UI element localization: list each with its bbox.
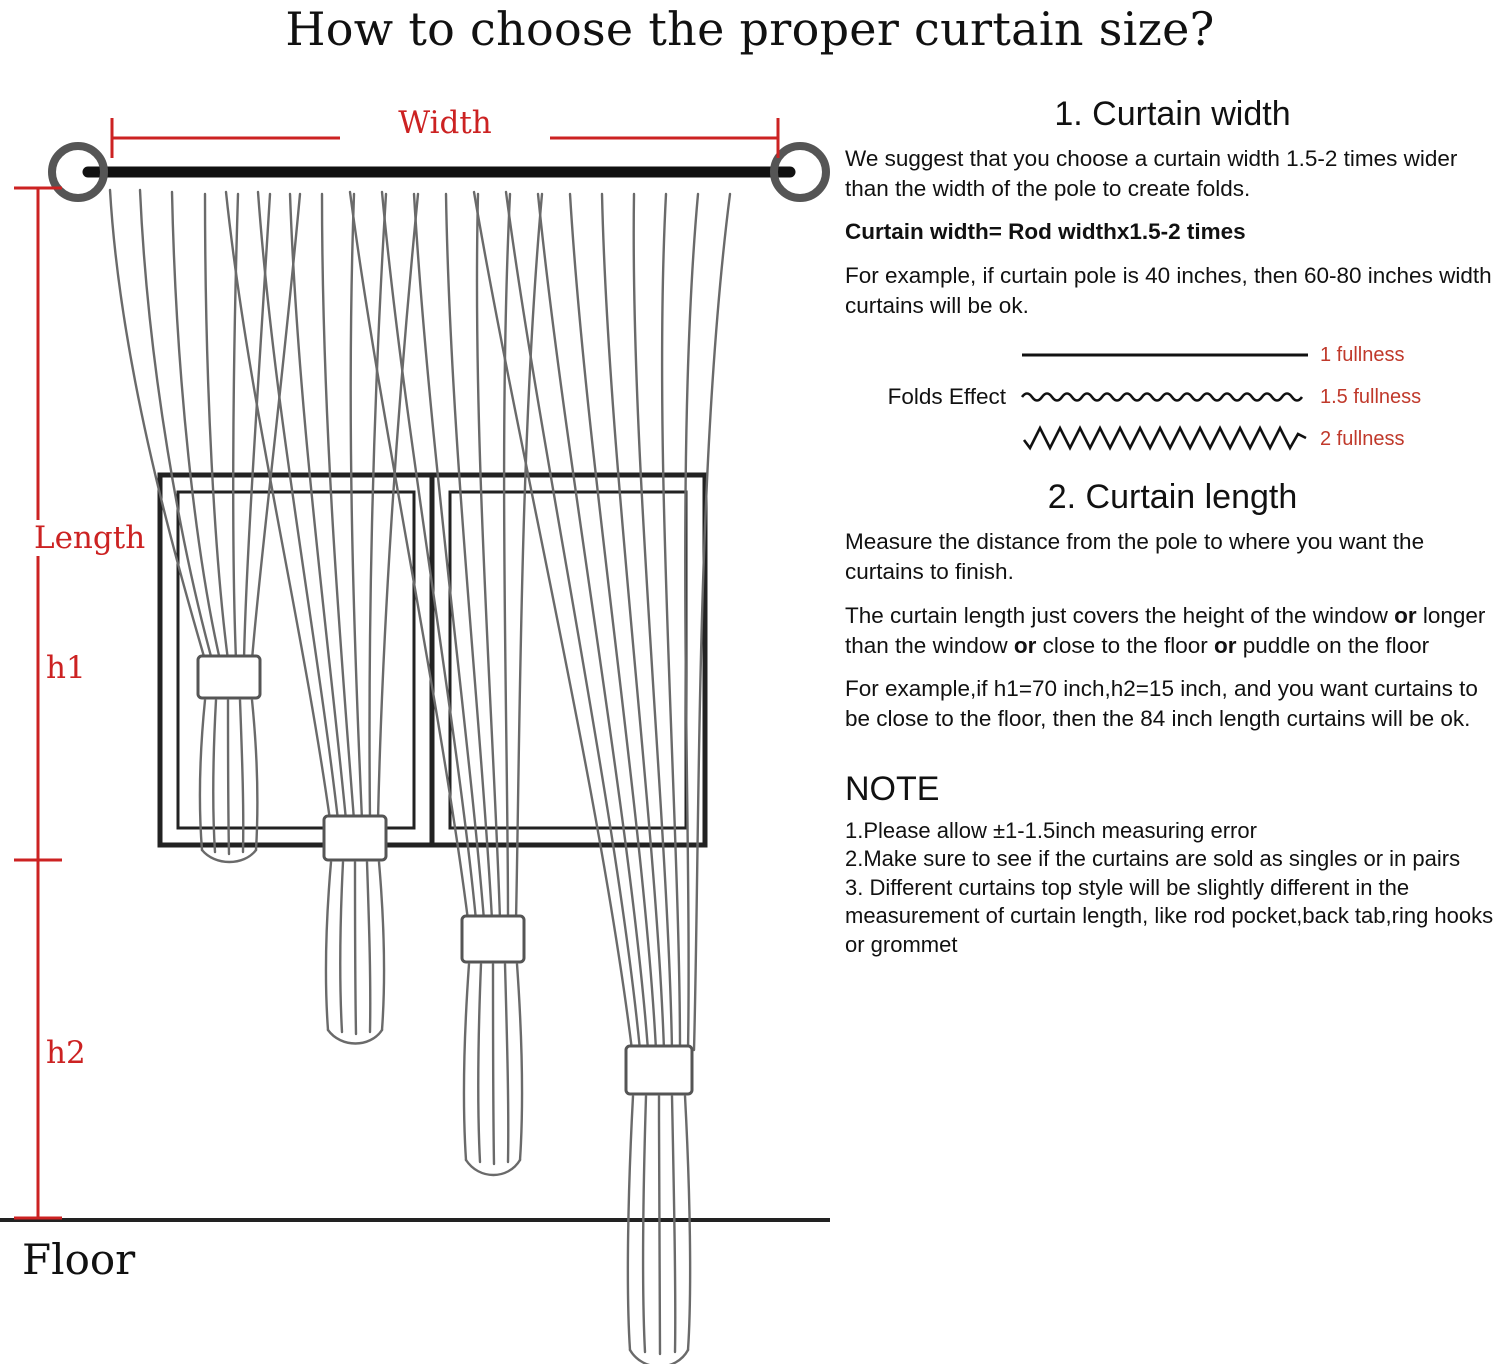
length-paragraph-1: Measure the distance from the pole to where you want the curtains to finish. bbox=[845, 529, 1425, 585]
length-p2-part-7: puddle on the floor bbox=[1236, 632, 1430, 658]
h1-label: h1 bbox=[46, 650, 86, 686]
folds-caption-3: 2 fullness bbox=[1320, 427, 1405, 450]
folds-row-2 bbox=[1020, 376, 1500, 418]
folds-row-1 bbox=[1020, 334, 1500, 376]
length-p2-or-2: or bbox=[1013, 632, 1037, 658]
small-wave-icon bbox=[1020, 382, 1310, 412]
page-title: How to choose the proper curtain size? bbox=[285, 2, 1215, 56]
floor-label: Floor bbox=[22, 1235, 136, 1284]
width-paragraph-2: For example, if curtain pole is 40 inches, then 60-80 inches width curtains will be ok. bbox=[845, 263, 1492, 318]
folds-effect-label: Folds Effect bbox=[887, 384, 1006, 410]
length-p2-part-5: close to the floor bbox=[1036, 632, 1214, 658]
curtain-rod bbox=[52, 146, 826, 198]
length-p2-or-1: or bbox=[1394, 602, 1417, 628]
section-width-heading: 1. Curtain width bbox=[1054, 95, 1291, 133]
note-heading: NOTE bbox=[845, 769, 940, 808]
length-p2-part-1: The curtain length just covers the height of the window bbox=[845, 602, 1395, 628]
folds-caption-1: 1 fullness bbox=[1320, 343, 1405, 366]
curtain-diagram bbox=[0, 60, 840, 1364]
length-label: Length bbox=[34, 520, 146, 556]
instructions-panel bbox=[845, 95, 1500, 1360]
note-line-1: 1.Please allow ±1-1.5inch measuring error bbox=[845, 817, 1257, 843]
note-line-2: 2.Make sure to see if the curtains are sold as singles or in pairs bbox=[845, 846, 1461, 872]
length-p2-or-3: or bbox=[1213, 632, 1237, 658]
straight-line-icon bbox=[1020, 340, 1310, 370]
folds-effect-block bbox=[845, 334, 1500, 460]
length-paragraph-2 bbox=[845, 601, 1500, 660]
note-line-3: 3. Different curtains top style will be slightly different in the measurement of curtain length, like rod pocket,back tab,ring hooks or grommet bbox=[845, 874, 1494, 957]
large-zigzag-icon bbox=[1020, 424, 1310, 454]
h2-label: h2 bbox=[46, 1035, 86, 1071]
width-paragraph-1: We suggest that you choose a curtain width 1.5-2 times wider than the width of the pole to create folds. bbox=[845, 146, 1458, 201]
note-list bbox=[845, 817, 1500, 960]
folds-caption-2: 1.5 fullness bbox=[1320, 385, 1422, 408]
curtain-fabric bbox=[110, 190, 730, 1364]
length-p2-part-3: longer than the window bbox=[845, 602, 1486, 658]
length-paragraph-3: For example,if h1=70 inch,h2=15 inch, and you want curtains to be close to the floor, then the 84 inch length curtains will be ok. bbox=[845, 676, 1478, 731]
folds-row-3 bbox=[1020, 418, 1500, 460]
section-length-heading: 2. Curtain length bbox=[1047, 478, 1298, 517]
width-label: Width bbox=[340, 105, 550, 141]
width-formula: Curtain width= Rod widthx1.5-2 times bbox=[845, 219, 1246, 245]
